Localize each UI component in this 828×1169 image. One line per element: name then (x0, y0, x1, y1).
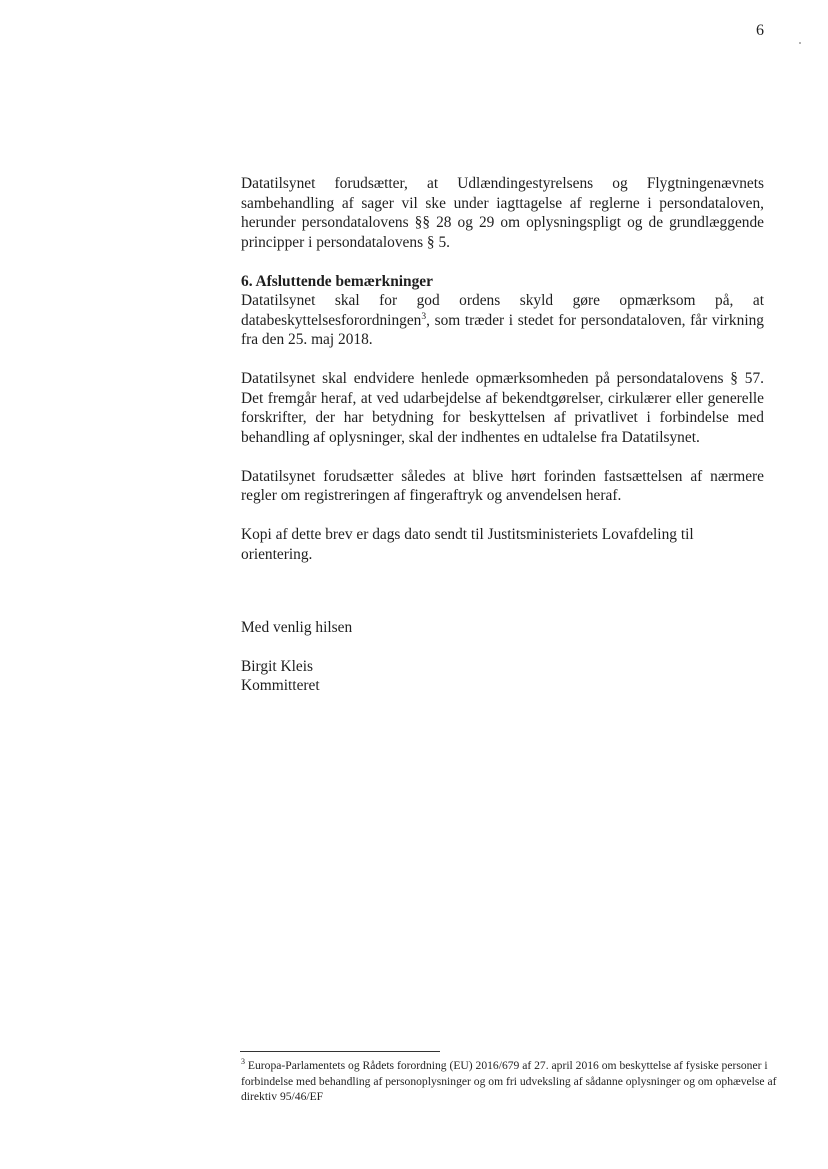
paragraph-text-after-ref: , som træder i stedet for persondataloven, får virkning fra den 25. maj 2018. (241, 311, 764, 348)
paragraph-kopi: Kopi af dette brev er dags dato sendt til Justitsministeriets Lovafdeling til orientering. (241, 526, 694, 563)
paragraph-text-before-ref: Datatilsynet skal for god ordens skyld gøre opmærksom på, at databeskyttelsesforordningen (241, 292, 764, 329)
signer-name: Birgit Kleis (241, 657, 313, 675)
footnote-divider (240, 1051, 440, 1052)
signer-title: Kommitteret (241, 677, 320, 694)
footnote-reference: 3 (421, 311, 427, 322)
section-6 (241, 272, 764, 350)
paragraph-paragraf-57: Datatilsynet skal endvidere henlede opmærksomheden på persondatalovens § 57. Det fremgår heraf, at ved udarbejdelse af bekendtgørelser, cirkulærer eller generelle forskrifter, der har betydning for beskyttelsen af privatlivet i forbindelse med behandling af oplysninger, skal der indhentes en udtalelse fra Datatilsynet. (241, 370, 764, 446)
footnote-text: Europa-Parlamentets og Rådets forordning (EU) 2016/679 af 27. april 2016 om beskyttelse af fysiske personer i forbindelse med behandling af personoplysninger og om fri udveksling af sådanne oplysninger og om ophævelse af direktiv 95/46/EF (241, 1059, 777, 1103)
scan-speck (799, 42, 801, 44)
paragraph-databeskyttelsesforordningen (241, 291, 764, 350)
page-number: 6 (756, 22, 764, 39)
paragraph-hoering: Datatilsynet forudsætter således at blive hørt forinden fastsættelsen af nærmere regler om registreringen af fingeraftryk og anvendelsen heraf. (241, 467, 764, 504)
letter-body (241, 174, 764, 584)
signature-block (241, 618, 352, 696)
closing-phrase: Med venlig hilsen (241, 619, 353, 636)
footnote-number: 3 (241, 1057, 245, 1067)
paragraph-sambehandling: Datatilsynet forudsætter, at Udlændingestyrelsens og Flygtningenævnets sambehandling af sager vil ske under iagttagelse af reglerne i persondataloven, herunder persondatalovens §§ 28 og 29 om oplysningspligt og de grundlæggende principper i persondatalovens § 5. (241, 175, 764, 251)
signature-gap (241, 638, 352, 657)
section-heading: 6. Afsluttende bemærkninger (241, 272, 433, 290)
footnote (241, 1058, 781, 1105)
